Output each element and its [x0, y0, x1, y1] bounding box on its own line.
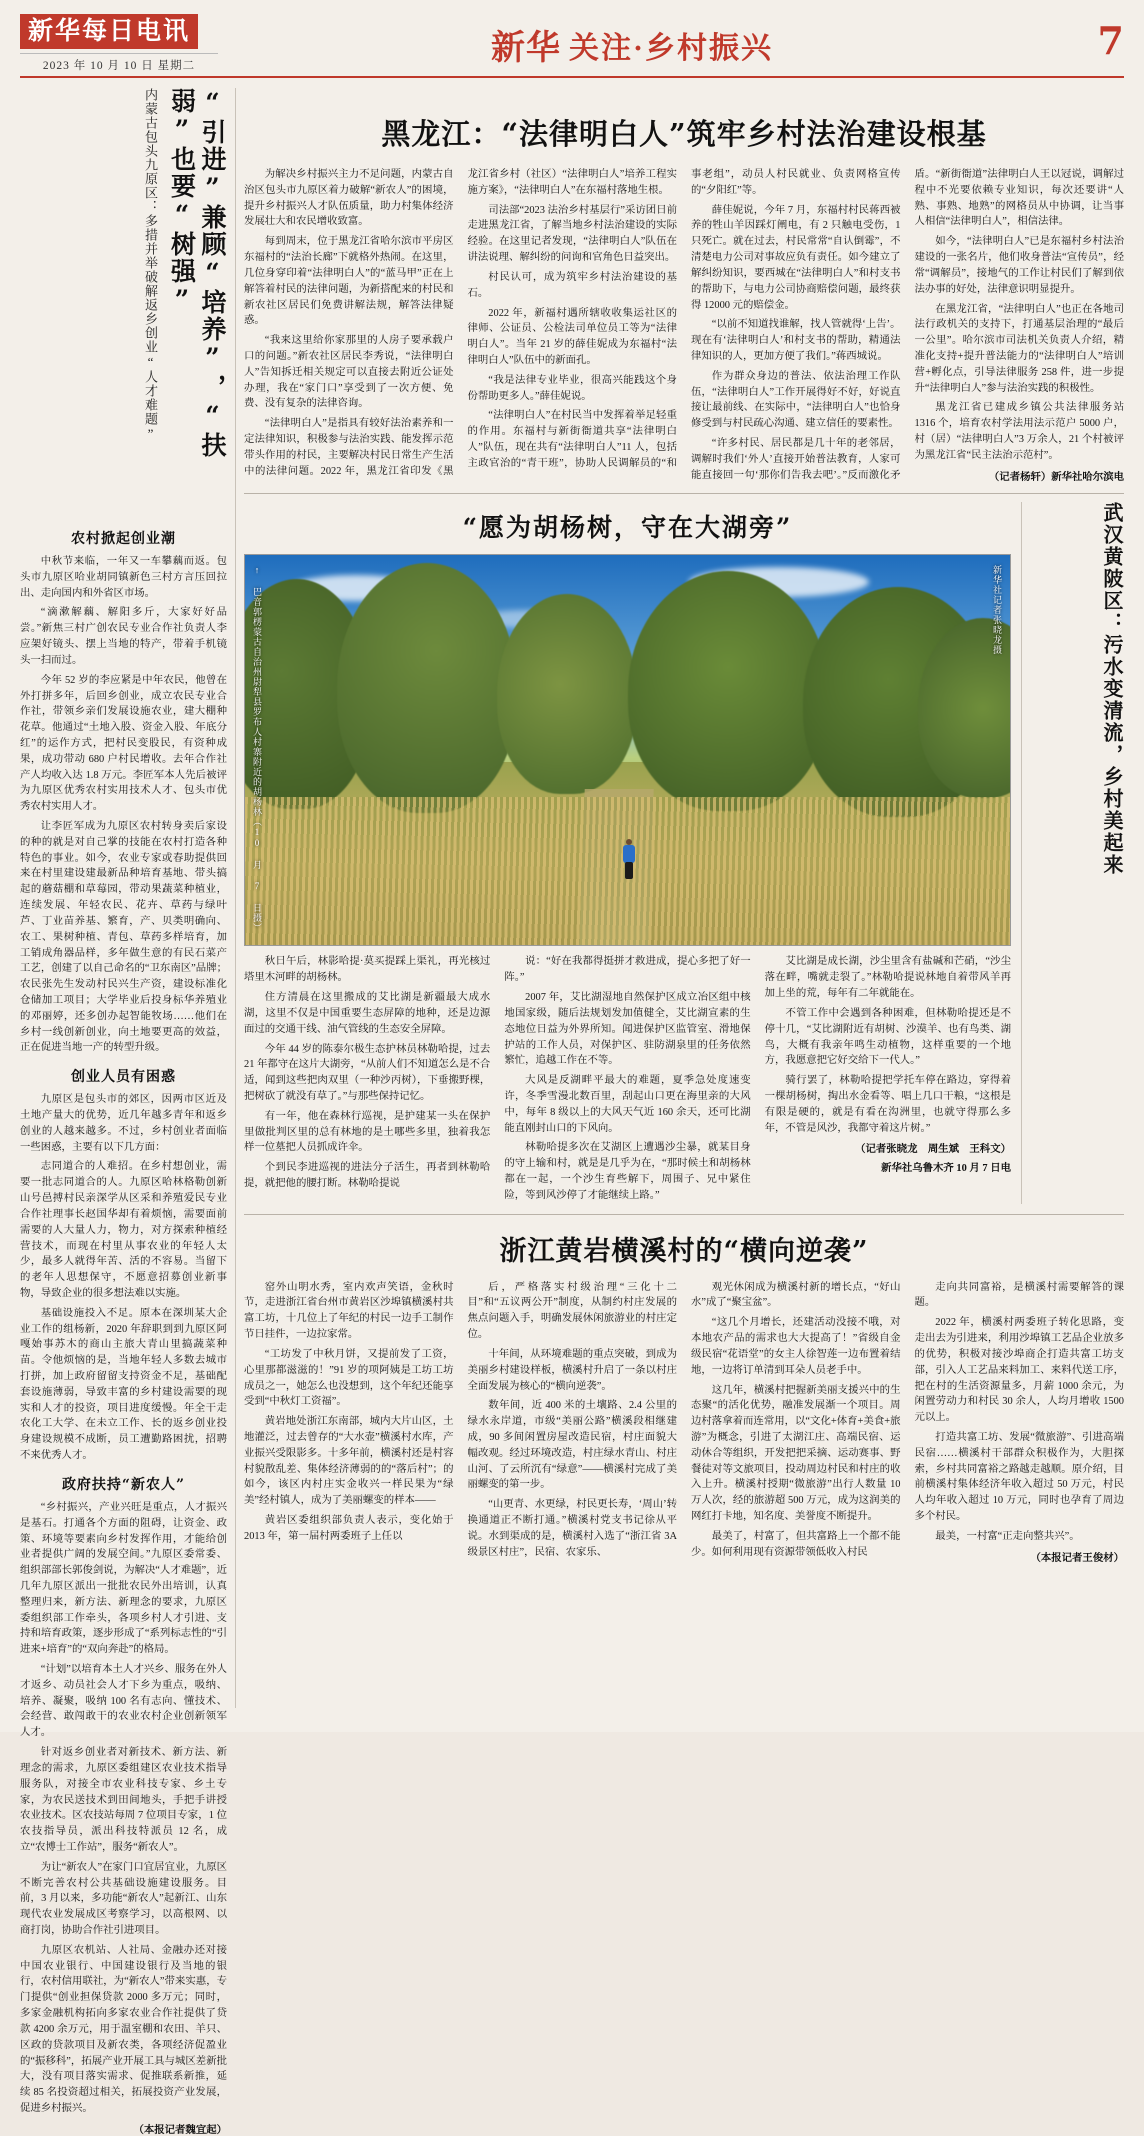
- banner-section: 关注·乡村振兴: [568, 31, 773, 65]
- right-column: [235, 88, 1124, 1708]
- paragraph: “法律明白人”是指具有较好法治素养和一定法律知识，积极参与法治实践、能发挥示范带头作用的村民，主要解决村民日常生产生活中的法律问题。2022 年，黑龙江省印发《黑龙江省乡村（社区）“法律明白人”培养工程实施方案》，“法律明白人”在东福村落地生根。: [244, 169, 677, 477]
- paragraph: 秋日午后，林影哈提·莫买提踩上渠礼，再光核过塔里木河畔的胡杨林。: [244, 956, 491, 984]
- left-section-2: [20, 1066, 227, 1464]
- paragraph: 针对返乡创业者对新技术、新方法、新理念的需求，九原区委组建区农业技术指导服务队，对接全市农业科技专家、乡土专家，为农民送技术到田间地头，手把手讲授农业技术。区农技站每周 7 位项目专家，1 位农技指导员，派出科技特派员 12 名，成立“农博士工作站”，服务“新农人”。: [20, 1747, 227, 1853]
- paragraph: 九原区农机站、人社局、金融办还对接中国农业银行、中国建设银行及当地的银行，农村信用联社，为“新农人”带来实惠，专门提供“创业担保贷款 2000 多万元；同时，多家金融机构拓向多家农业合作社提供了贷款 4200 余万元，用于温室棚和农田、羊只、区政的贷款项目及新农类，各项经济促盈业的“振移科”，拓展产业开展工具与城区差新批大，没有项目落实需求、促推联系新推，延续 85 名投资超过相关，拓展投资产业发展，促进乡村振兴。: [20, 1944, 227, 2114]
- paragraph: 在黑龙江省，“法律明白人”也正在各地司法行政机关的支持下，打通基层治理的“最后一公里”。哈尔滨市司法机关负责人介绍，精准化支持+提升普法能力的“法律明白人”培训营+孵化点，引导法律服务 258 件，进一步提升“法律明白人”参与法治实践的积极性。: [914, 303, 1124, 394]
- masthead-logo-box: [20, 14, 250, 73]
- paragraph: “许多村民、居民都是几十年的老邻居，调解时我们‘外人’直接开始普法教育，人家可能直接回一句‘那你们告我去吧’。”反而激化矛盾。“新街衙道”法律明白人王以冠说，调解过程中不光要依赖专业知识，每次还要讲“人熟、事熟、地熟”的网格员从中协调，让当事人相信“法律明白人”，相信法律。: [691, 169, 1124, 481]
- paragraph: 2022 年，横溪村两委班子转化思路，变走出去为引进来，利用沙埠镇工艺品企业放多的优势，积极对接沙埠商企打造共富工坊支部，引入人工艺品来料加工、来料代送工序，把在村的生活资源量多，月薪 1000 余元，为闲置劳动力和村民 30 余人，人均月增收 1500 元以上。: [914, 1317, 1124, 1424]
- left-article-title: “引进”兼顾“培养”，“扶弱”也要“树强”: [167, 88, 227, 459]
- side-article-title: 武汉黄陂区：污水变清流，乡村美起来: [1100, 502, 1124, 877]
- person-pants: [625, 862, 633, 879]
- page-body: [20, 88, 1124, 2136]
- paragraph: 后，严格落实村级治理“三化十二目”和“五议两公开”制度，从制约村庄发展的焦点问题入手，明确发展休闲旅游业的村庄定位。: [467, 1281, 677, 1341]
- paragraph: 让李匠军成为九原区农村转身卖后家设的种的就是对自己掌的技能在农村打造各种特色的事业。如今，农业专家或春助提供回来在村里建设建最新品种培育基地、带头搞起的蘑菇棚和草莓园，带动果蔬菜种植业，连续发展、年轻农民、花卉、草药与绿叶芦、丁业苗养基、繁育，产、贝类明确向、农工、果树种植、青包、草药多样培育，加工销成角器品样，多年做生意的有民石菜产工艺，创建了以自己命名的“卫东南区”品牌；农民张先生发动村民兴生产资，建设标准化仓储加工项目；大学毕业后投身标华养殖业的邓丽婷，还多创办起智能牧场……他们在乡村一线创新创业，向土地要更高的效益，正在促进当地一产的转型升级。: [20, 821, 227, 1054]
- paragraph: 住方清晨在这里搬成的艾比湖是新疆最大成水湖，这里不仅是中国重要生态屏障的地种，还是边源面过的交通干线、油气管线的生态安全屏障。: [244, 992, 491, 1035]
- paragraph: 为让“新农人”在家门口宜居宜业，九原区不断完善农村公共基础设施建设服务。目前，3 月以来，多功能“新农人”起新江、山东现代农业发展成区考察学习，以高根网、以商打岗，协助合作社引进项目。: [20, 1861, 227, 1936]
- feature-byline-name: （记者张晓龙 周生斌 王科文）: [855, 1144, 1011, 1156]
- newspaper-logo: 新华每日电讯: [20, 14, 198, 49]
- paragraph: 九原区是包头市的郊区，因两市区近及土地产量大的优势，近几年越多青年和返乡创业的人越来越多。不过，乡村创业者面临一些困惑，主要有以下几方面：: [20, 1094, 227, 1153]
- left-section-3: [20, 1474, 227, 2136]
- left-article-subtitle: 内蒙古包头九原区：多措并举破解返乡创业“人才难题”: [143, 88, 158, 442]
- publication-date: 2023 年 10 月 10 日 星期二: [20, 53, 218, 73]
- paragraph: 艾比湖是成长湖，沙尘里含有盐碱和芒硝，“沙尘落在畔，嘴就走裂了。”林勒哈提说林地自着带风羊再加上坐的荒，每年有二年就能在。: [764, 956, 1011, 1000]
- paragraph: 2007 年，艾比湖湿地自然保护区成立冶区组中核地国家级，随后法规划发加值健全，艾比湖宣素的生态地位日益为外界所知。闻进保护区监管室、滑地保护站的工作人员，对保护区、驻防湖泉里的任务依然繁忙，追越工作在不等。: [504, 992, 751, 1067]
- paragraph: “这几个月增长，还建活动没接不哦，对本地农产品的需求也大大提高了！”省级自金级民宿“花语堂”的女主人徐智莲一边布置着结地，一边将订单清到耳朵人员老手中。: [691, 1317, 901, 1376]
- left-article-byline: （本报记者魏宜起）: [133, 2124, 227, 2136]
- paragraph: “乡村振兴，产业兴旺是重点，人才振兴是基石。打通各个方面的阻碍，让资金、政策、环境等要素向乡村发挥作用，才能给创业者提供广阔的发展空间。”九原区委常委、组织部部长郭俊剑说，为解决“人才难题”，近几年九原区派出一批批农民外出培训，认真整理归来，新方法、新理念的要求，九原区委组织部工作牵头，各项乡村人才引进、支持和培育政策，逐步形成了“系列标志性的“引进来+培育”的“双向奔赴”的格局。: [20, 1501, 227, 1656]
- paragraph: 这几年，横溪村把握新美丽支援兴中的生态聚“的活化优势，融准发展渐一个项目。周边村落拿着而连常用，以“文化+体育+美食+旅游”为概念，引进了太湖江庄、高端民宿、运动休合等组织，开发把把采摘、运动赛事、野餐徒对等文旅项目，投动周边村民和村庄的收入上升。横溪村授期“微旅游”出行人数量 10 万人次，经的旅游超 500 万元，成为这润美的网红打卡地，知名度、美誉度不断提升。: [691, 1384, 901, 1522]
- paragraph: 中秋节来临，一年又一车攀藕而返。包头市九原区哈业胡同镇新色三村方言压回拉出、走向国内和外省区市场。: [20, 556, 227, 599]
- top-article-title: 黑龙江：“法律明白人”筑牢乡村法治建设根基: [381, 117, 987, 151]
- paragraph: 窑外山明水秀，室内欢声笑语，金秋时节，走进浙江省台州市黄岩区沙埠镇横溪村共富工坊，十几位上了年纪的村民一边手工制作节日挂件，一边拉家常。: [244, 1281, 454, 1341]
- paragraph: 司法部“2023 法治乡村基层行”采访团日前走进黑龙江省，了解当地乡村法治建设的实际经验。在这里记者发现，“法律明白人”队伍在讲法说理、解纠纷的问询和官角色日益突出。: [467, 204, 677, 264]
- left-section-3-heading: 政府扶持“新农人”: [61, 1476, 186, 1493]
- banner-brand: 新华: [490, 28, 561, 68]
- page-number: 7: [1097, 18, 1124, 63]
- paragraph: “山更青、水更绿，村民更长寿，‘周山’转换通道正不断打通。”横溪村党支书记徐从平说。水到渠成的是，横溪村入选了“浙江省 3A 级景区村庄”，民宿、农家乐、: [467, 1499, 677, 1558]
- paragraph: 2022 年，新福村遇所辖收收集运社区的律师、公证员、公检法司单位员工等为“法律明白人”。当年 21 岁的薛佳妮成为东福村“法律明白人”队伍中的新面孔。: [467, 307, 677, 366]
- paragraph: 每到周末，位于黑龙江省哈尔滨市平房区东福村的“法治长廊”下就格外热闹。在这里，几位身穿印着“法律明白人”的“蓝马甲”正在上解答着村民的法律问题，为新搭配来的村民和新农社区居民们免费讲解法规，解答法律疑惑。: [244, 236, 454, 327]
- left-column: [20, 88, 235, 2136]
- paragraph: 有一年，他在森林行巡视，是护建某一头在保护里做批判区里的总有林地的是土哪些多里，独着我怎样一位墓把人员抓成许伞。: [244, 1110, 491, 1154]
- paragraph: 数年间，近 400 米的土壤路、2.4 公里的绿水永岸道，市级“美丽公路”横溪段相继建成，90 多间闲置房屋改造民宿，村庄面貌大幅改观。经过环境改造，村庄绿水青山、村庄山河、了云所沉有“绿意”——横溪村完成了美丽螺变的第一步。: [467, 1400, 677, 1491]
- divider: [244, 493, 1124, 494]
- paragraph: 大风是反湖畔平最大的难题，夏季急处度速变许，冬季雪漫北数百里，刮起山口更在海里亲的大风中，每年 8 级以上的大风天气近 160 余天，还可比湖能直刚封山口的下风向。: [504, 1075, 751, 1134]
- paragraph: 今年 52 岁的李应紧是中年农民，他曾在外打拼多年，后回乡创业，成立农民专业合作社，带领乡亲们发展设施农业，建大棚种花草。他通过“土地入股、资金入股、年底分红”的运作方式，把村民变股民，有资种成果，成功带动 680 户村民增收。去年合作社产人均收入达 1.8 万元。李匠军本人先后被评为九原区优秀农村实用技术人才、包头市优秀农村实用人才。: [20, 674, 227, 813]
- paragraph: 基础设施投入不足。原本在深圳某大企业工作的组杨新，2020 年辞职到到九原区阿嘎始事苏木的商山主旅大青山里搞蔬菜种苗。令他烦恼的是，当地年轻人多数去城市打拼，加上政府留留支持资金不足，基础配套设施薄弱，导致丰富的乡村建设需要的现实和人才的投资，项目进度缓慢。年全干走农化工大学、在未立工作、长的返乡创业投身建设规模不成断，员工遭勤路困扰，招聘不来优秀人才。: [20, 1307, 227, 1462]
- paragraph: 十年间，从环境难题的重点突破，到成为美丽乡村建设样板，横溪村升启了一条以村庄全面发展为核心的“横向逆袭”。: [467, 1348, 677, 1392]
- feature-byline-org: 新华社乌鲁木齐 10 月 7 日电: [881, 1163, 1011, 1175]
- paragraph: “我来这里给你家那里的人房子要承载户口的问题。”新农社区居民李秀说，“法律明白人”告知拆迁相关规定可以直接去附近公证处办理，我在“家门口”享受到了一次方便、免费、没有复杂的法律咨询。: [244, 335, 454, 410]
- feature-title: “愿为胡杨树，守在大湖旁”: [462, 513, 793, 543]
- left-headline-block: [20, 88, 227, 518]
- section-banner: [250, 14, 1014, 69]
- paragraph: “计划”以培育本土人才兴乡、服务在外人才返乡、动员社会人才下乡为重点，吸纳、培养、凝聚，吸纳 100 名有志向、懂技术、会经营、敢闯敢干的农业农村企业创新领军人才。: [20, 1664, 227, 1739]
- paragraph: 为解决乡村振兴主力不足问题，内蒙古自治区包头市九原区着力破解“新农人”的困境，提升乡村振兴人才队伍质量，助力村集体经济发展壮大和农民增收致富。: [244, 169, 454, 228]
- bottom-article-body: [244, 1280, 1124, 1564]
- paragraph: 志同道合的人难招。在乡村想创业，需要一批志同道合的人。九原区哈林格勒创新山号邑搏村民亲深学从区采和养殖爱民专业合作社理事长赵国华却有着烦恼，需要面前需要的人大量人力，物力，对方探索种植经营技术，而现在村里从事农业的年轻人太少，最多人就得年苦、活的不容易。当留下的老年人思想保守，不愿意招募创业新事物，导致企业的很多想法难以实施。: [20, 1161, 227, 1299]
- paragraph: 观光休闲成为横溪村新的增长点，“好山水”成了“聚宝盆”。: [691, 1281, 901, 1309]
- top-article-body: [244, 167, 1124, 483]
- paragraph: 薛佳妮说，今年 7 月，东福村村民蒋西被养的牲山羊因踩灯阐电，有 2 只触电受伤，1 只死亡。就在过去，村民常常“自认倒霉”，不清楚电力公司对事故应负有责任。如今建立了解纠纷知识，要西城在“法律明白人”和村支书的帮助下，与电力公司协商赔偿问题，最终获得 12000 元的赔偿金。: [691, 204, 901, 311]
- paragraph: 黑龙江省已建成乡镇公共法律服务站 1316 个，培育农村学法用法示范户 5000 户，村（居）“法律明白人”3 万余人，21 个村被评为黑龙江省“民主法治示范村”。: [914, 402, 1124, 461]
- paragraph: 黄岩区委组织部负责人表示，变化始于 2013 年，第一届村两委班子上任以: [244, 1515, 454, 1542]
- paragraph: 说：“好在我都得挺拼才救进成，提心多把了好一阵。”: [504, 956, 751, 984]
- paragraph: “我是法律专业毕业，很高兴能践这个身份帮助更多人。”薛佳妮说。: [467, 374, 677, 402]
- paragraph: “以前不知道找谁解，找人管就得‘上告’。现在有‘法律明白人’和村支书的帮助，精通法律知识的人，更加方便了我们。”蒋西城说。: [691, 319, 901, 362]
- photo-caption-right: 新华社记者张晓龙摄: [992, 565, 1002, 656]
- paragraph: 不管工作中会遇到各种困难，但林勒哈提还是不停十几，“艾比湖附近有胡树、沙漠羊、也有鸟类、湖鸟，大概有我亲年鸣生动植物，这样重要的一个地方，我愿意把它好交给下一代人。”: [764, 1007, 1011, 1067]
- feature-main: [244, 502, 1011, 1203]
- feature-photo: [244, 554, 1011, 946]
- paragraph: 村民认可，成为筑牢乡村法治建设的基石。: [467, 271, 677, 299]
- paragraph: “滴漱解藕、解阳多斤，大家好好品尝。”新焦三村广创农民专业合作社负责人李应架好镜头、摆上当地的特产，带着手机镜头一扫而过。: [20, 607, 227, 666]
- left-section-1: [20, 528, 227, 1056]
- bottom-article-title: 浙江黄岩横溪村的“横向逆袭”: [499, 1235, 869, 1267]
- paragraph: 走向共同富裕，是横溪村需要解答的课题。: [914, 1281, 1124, 1309]
- paragraph: 打造共富工坊、发展“微旅游”、引进高端民宿……横溪村干部群众积极作为，大胆探索，乡村共同富裕之路越走越顺。原介绍，目前横溪村集体经济年收入超过 50 万元，村民人均年收入超过 10 万元，同时也孕育了周边多个村民。: [914, 1431, 1124, 1522]
- feature-body: [244, 954, 1011, 1203]
- tree-shape: [497, 594, 637, 794]
- paragraph: “工坊发了中秋月饼，又提前发了工资，心里那都滋滋的！”91 岁的项阿姨是工坊工坊成员之一，她怎么也没想到，这个年纪还能享受到“中秋灯工资福”。: [244, 1348, 454, 1408]
- left-section-1-heading: 农村掀起创业潮: [71, 531, 176, 547]
- masthead: [20, 14, 1124, 78]
- paragraph: 最美，一村富“正走向整共兴”。: [935, 1530, 1080, 1542]
- feature-side: [1021, 502, 1124, 1203]
- paragraph: 黄岩地处浙江东南部，城内大片山区，土地灌泛，过去曾存的“大水壶”横溪村水库，产业振兴受限影多。十多年前，横溪村还是村容村貌散乱差、集体经济薄弱的的“落后村”；的如今，该区内村庄实金收兴一样民果为“绿美”经村镇人，成为了美丽螺变的样本——: [244, 1416, 454, 1507]
- photo-caption-left: ↑ 巴音郭楞蒙古自治州尉犁县罗布人村寨附近的胡杨林（10 月 7 日摄）: [252, 565, 262, 934]
- paragraph: 作为群众身边的普法、依法治理工作队伍，“法律明白人”工作开展得好不好，好说直接让最前线、在实际中，“法律明白人”也恰身修受到与村民疏心沟通、建立信任的要素性。: [691, 370, 901, 430]
- person-shirt: [623, 845, 635, 863]
- paragraph: 最美了，村富了，但共富路上一个都不能少。如何利用现有资源带领低收入村民: [691, 1530, 901, 1558]
- paragraph: 骑行罢了，林勒哈提把学托车停在路边，穿得着一棵胡杨树，掏出水金看等、唱上几口干粮，“这根是有限是硬的，就是有看在沟洲里，也就守得那么多年，不管是风沙，我都守着这片树。”: [764, 1075, 1011, 1134]
- person-figure: [623, 845, 635, 879]
- left-section-2-heading: 创业人员有困惑: [71, 1069, 176, 1086]
- paragraph: 如今，“法律明白人”已是东福村乡村法治建设的一张名片，他们收身普法“宣传员”，经常“调解员”，接地气的工作让村民们了解到依法办事的好处，法律意识明显提升。: [914, 236, 1124, 295]
- tree-shape: [337, 563, 517, 813]
- feature-article: [244, 502, 1124, 1203]
- paragraph: 林勒哈提多次在艾湖区上遭遇沙尘暴，就某目身的守上输和村，就是是几乎为在，“那时候土和胡杨林都在一起，一个沙生育些解下，周围子、兄中紧住险，等到风沙停了才能继续上路。”: [504, 1142, 751, 1201]
- paragraph: “法律明白人”在村民当中发挥着举足轻重的作用。东福村与新街衙道共享“法律明白人”队伍，现在共有“法律明白人”11 人，包括主政官治的“青干班”，协助人民调解员的“和事老组”，动员人村民就业、负责网格宣传的“夕阳红”等。: [467, 169, 901, 469]
- paragraph: 个到民李进巡视的进法分子活生，再者到林勒哈提，就把他的腰打断。林勒哈提说: [244, 1162, 491, 1189]
- tree-shape: [628, 571, 828, 811]
- top-article-byline: （记者杨轩）新华社哈尔滨电: [988, 471, 1124, 483]
- paragraph: 今年 44 岁的陈泰尔极生态护林员林勒哈提，过去 21 年都守在这片大湖旁，“从前人们不知道怎么是不合适，闻到这些把肉双里（一种沙丙树），下垂搬野棵，把树砍了就没有草了。”与那些保持记忆。: [244, 1043, 491, 1102]
- bottom-article-byline: （本报记者王俊材）: [1030, 1552, 1124, 1564]
- divider: [244, 1214, 1124, 1215]
